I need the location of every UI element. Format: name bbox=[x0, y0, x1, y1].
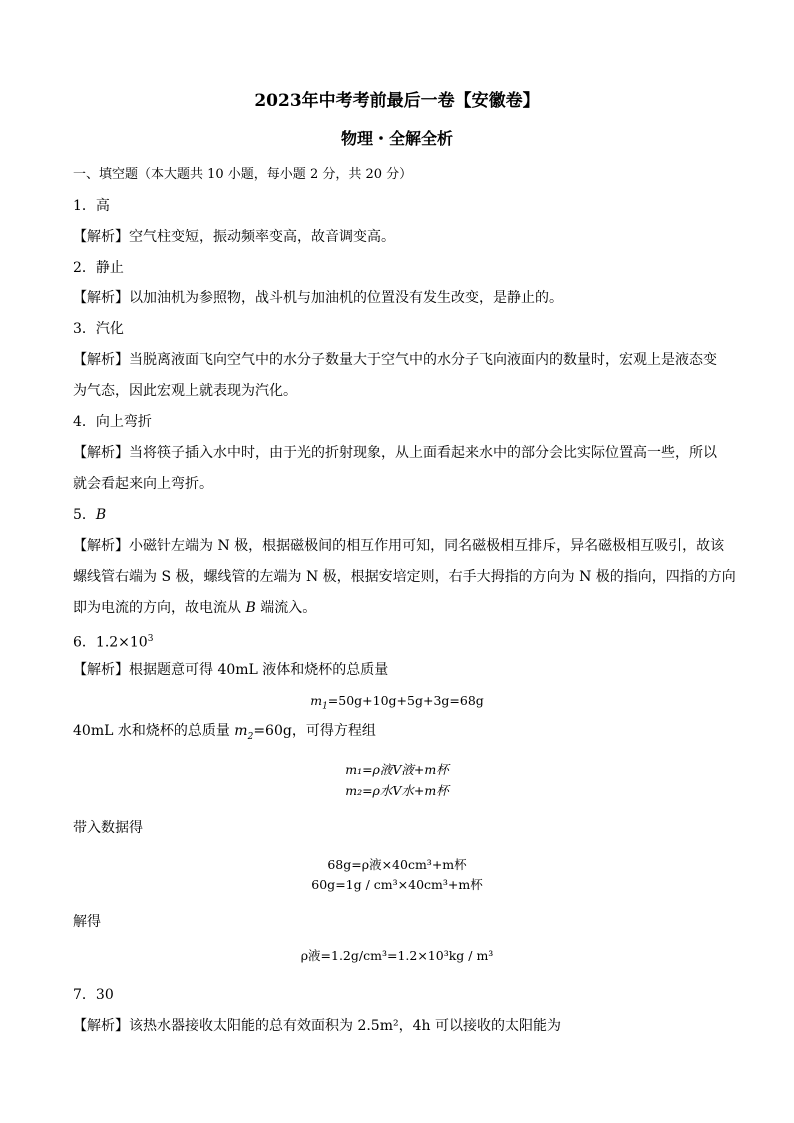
section-heading: 一、填空题（本大题共 10 小题，每小题 2 分，共 20 分） bbox=[73, 167, 413, 182]
q5-analysis-line3-b: B bbox=[245, 600, 256, 616]
q5-analysis-line1: 【解析】小磁针左端为 N 极，根据磁极间的相互作用可知，同名磁极相互排斥，异名磁极相互吸引，故该 bbox=[73, 538, 725, 554]
q2-answer: 2．静止 bbox=[73, 260, 124, 276]
q1-analysis: 【解析】空气柱变短，振动频率变高，故音调变高。 bbox=[73, 229, 395, 245]
q6-equation-system-2: m₂=ρ水V水+m杯 bbox=[345, 783, 449, 798]
q6-text-water-mass-b: =60g，可得方程组 bbox=[253, 723, 376, 739]
q6-answer bbox=[73, 629, 153, 653]
q4-analysis-line2: 就会看起来向上弯折。 bbox=[73, 476, 213, 492]
q4-analysis-line1: 【解析】当将筷子插入水中时，由于光的折射现象，从上面看起来水中的部分会比实际位置高一些，所以 bbox=[73, 445, 717, 461]
q3-analysis-line1: 【解析】当脱离液面飞向空气中的水分子数量大于空气中的水分子飞向液面内的数量时，宏观上是液态变 bbox=[73, 352, 717, 368]
q7-analysis-line1: 【解析】该热水器接收太阳能的总有效面积为 2.5m²，4h 可以接收的太阳能为 bbox=[73, 1018, 561, 1034]
q3-answer: 3．汽化 bbox=[73, 321, 124, 337]
q5-analysis-line3 bbox=[73, 598, 316, 618]
q5-analysis-line3-a: 即为电流的方向，故电流从 bbox=[73, 600, 246, 616]
q6-text-water-mass: 40mL 水和烧杯的总质量 $m_2=60g$，可得方程组 bbox=[73, 723, 376, 742]
q6-answer-value: 6．1.2×10 bbox=[73, 634, 148, 651]
q5-analysis-line2: 螺线管右端为 S 极，螺线管的左端为 N 极，根据安培定则，右手大拇指的方向为 N 极的指向，四指的方向 bbox=[73, 569, 736, 585]
q6-equation-sub-1: 68g=ρ液×40cm³+m杯 bbox=[327, 857, 467, 872]
q7-answer: 7．30 bbox=[73, 987, 114, 1003]
q6-equation-m1-rhs: =50g+10g+5g+3g=68g bbox=[327, 693, 484, 708]
page-subtitle: 物理・全解全析 bbox=[340, 129, 453, 148]
q3-analysis-line2: 为气态，因此宏观上就表现为汽化。 bbox=[73, 383, 297, 399]
q6-answer-exponent: 3 bbox=[147, 634, 154, 644]
q1-answer: 1．高 bbox=[73, 198, 110, 214]
q6-text-water-mass-a: 40mL 水和烧杯的总质量 bbox=[73, 723, 235, 739]
q6-equation-m1: $m_1=50g+10g+5g+3g=68g$ bbox=[310, 693, 484, 712]
q4-answer: 4．向上弯折 bbox=[73, 414, 152, 430]
q6-equation-sub-2: 60g=1g / cm³×40cm³+m杯 bbox=[311, 877, 483, 892]
q6-analysis-line1: 【解析】根据题意可得 40mL 液体和烧杯的总质量 bbox=[73, 662, 389, 678]
q5-analysis-line3-c: 端流入。 bbox=[255, 600, 317, 616]
q5-answer bbox=[73, 505, 106, 525]
q6-equation-system-1: m₁=ρ液V液+m杯 bbox=[345, 762, 449, 777]
q5-answer-num: 5． bbox=[73, 507, 96, 523]
q6-text-substitute: 带入数据得 bbox=[73, 820, 143, 836]
page-title: 2023年中考考前最后一卷【安徽卷】 bbox=[254, 91, 540, 111]
q5-answer-value: B bbox=[95, 507, 107, 523]
q6-equation-result: ρ液=1.2g/cm³=1.2×10³kg / m³ bbox=[300, 948, 494, 963]
q6-text-solve: 解得 bbox=[73, 914, 101, 930]
q2-analysis: 【解析】以加油机为参照物，战斗机与加油机的位置没有发生改变，是静止的。 bbox=[73, 290, 563, 306]
